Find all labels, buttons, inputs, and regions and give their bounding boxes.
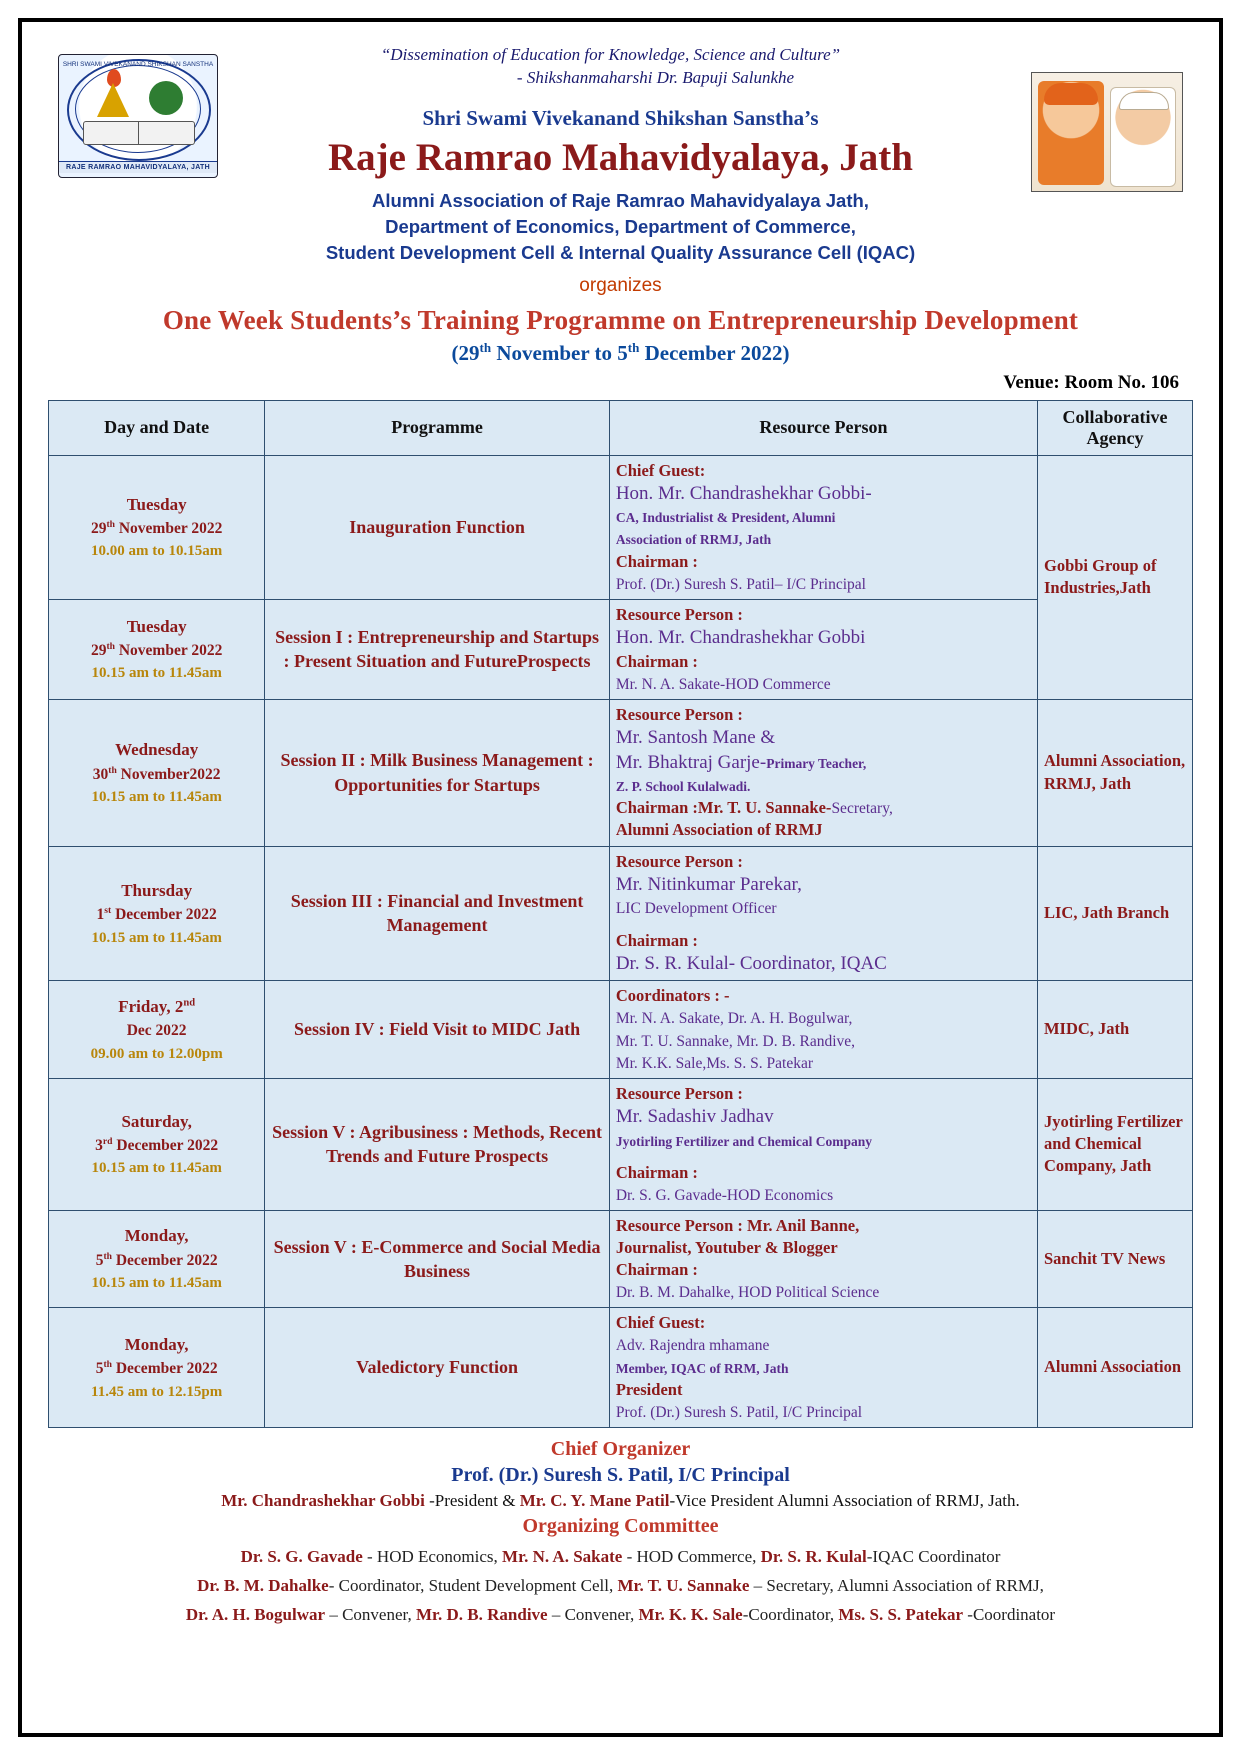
organizing-departments (48, 188, 1193, 267)
quote-line-2: - Shikshanmaharshi Dr. Bapuji Salunkhe (516, 67, 795, 87)
cell-resource-person: Resource Person : Mr. Anil Banne, Journalist, Youtuber & Blogger Chairman : Dr. B. M. Dahalke, HOD Political Science (609, 1210, 1037, 1307)
gobbi-role: -President & (429, 1490, 520, 1510)
cell-day-date: Wednesday 30th November2022 10.15 am to 11.45am (49, 699, 265, 846)
cell-programme: Session III : Financial and Investment Management (265, 846, 610, 981)
cell-collaborative-agency: Sanchit TV News (1037, 1210, 1192, 1307)
cell-day-date: Monday, 5th December 2022 11.45 am to 12.15pm (49, 1308, 265, 1428)
sanstha-name: Shri Swami Vivekanand Shikshan Sanstha’s (422, 105, 819, 130)
logo-top-text: SHRI SWAMI VIVEKANAND SHIKSHAN SANSTHA (62, 61, 214, 68)
table-row (49, 599, 1193, 699)
dates-mid: November to 5 (491, 340, 628, 365)
college-name: Raje Ramrao Mahavidyalaya, Jath (328, 135, 913, 179)
cell-day-date: Tuesday 29th November 2022 10.00 am to 10.15am (49, 455, 265, 599)
dates-sup-1: th (479, 339, 492, 355)
organizes-label: organizes (579, 274, 662, 296)
quote-block (88, 44, 1133, 90)
chief-organizer-heading: Chief Organizer (550, 1437, 691, 1460)
programme-title: One Week Students’s Training Programme on Entrepreneurship Development (162, 304, 1079, 335)
quote-line-1: “Dissemination of Education for Knowledge, Science and Culture” (380, 45, 841, 64)
programme-dates (48, 340, 1193, 366)
cell-programme: Session V : Agribusiness : Methods, Recent Trends and Future Prospects (265, 1078, 610, 1210)
dept-line-2: Department of Economics, Department of Commerce, (385, 216, 856, 238)
cell-programme: Session I : Entrepreneurship and Startups : Present Situation and FutureProspects (265, 599, 610, 699)
column-header-agency: Collaborative Agency (1037, 400, 1192, 455)
dates-post: December 2022) (639, 340, 790, 365)
sanstha-logo-icon (58, 54, 218, 178)
cell-programme: Session IV : Field Visit to MIDC Jath (265, 981, 610, 1079)
cell-day-date: Monday, 5th December 2022 10.15 am to 11.45am (49, 1210, 265, 1307)
table-row (49, 1078, 1193, 1210)
column-header-resource: Resource Person (609, 400, 1037, 455)
cell-resource-person: Resource Person : Hon. Mr. Chandrashekhar Gobbi Chairman : Mr. N. A. Sakate-HOD Commerce (609, 599, 1037, 699)
cell-collaborative-agency: Alumni Association, RRMJ, Jath (1037, 699, 1192, 846)
column-header-programme: Programme (265, 400, 610, 455)
cell-resource-person: Coordinators : - Mr. N. A. Sakate, Dr. A. H. Bogulwar, Mr. T. U. Sannake, Mr. D. B. Randive, Mr. K.K. Sale,Ms. S. S. Patekar (609, 981, 1037, 1079)
committee-row: Dr. B. M. Dahalke- Coordinator, Student Development Cell, Mr. T. U. Sannake – Secretary, Alumni Association of RRMJ, (197, 1575, 1044, 1595)
venue-label: Venue: Room No. 106 (1003, 371, 1179, 393)
table-row (49, 981, 1193, 1079)
cell-programme: Inauguration Function (265, 455, 610, 599)
cell-collaborative-agency: LIC, Jath Branch (1037, 846, 1192, 981)
manepatil-role: -Vice President Alumni Association of RRMJ, Jath. (669, 1490, 1020, 1510)
cell-resource-person: Resource Person : Mr. Santosh Mane & Mr. Bhaktraj Garje-Primary Teacher, Z. P. School Kulalwadi. Chairman :Mr. T. U. Sannake-Secretary, Alumni Association of RRMJ (609, 699, 1037, 846)
cell-resource-person: Resource Person : Mr. Nitinkumar Parekar, LIC Development Officer Chairman : Dr. S. R. Kulal- Coordinator, IQAC (609, 846, 1037, 981)
dates-pre: (29 (451, 340, 480, 365)
logo-caption: RAJE RAMRAO MAHAVIDYALAYA, JATH (59, 161, 217, 173)
cell-programme: Session II : Milk Business Management : Opportunities for Startups (265, 699, 610, 846)
cell-resource-person: Chief Guest: Adv. Rajendra mhamane Member, IQAC of RRM, Jath President Prof. (Dr.) Suresh S. Patil, I/C Principal (609, 1308, 1037, 1428)
manepatil-name: Mr. C. Y. Mane Patil (519, 1490, 670, 1510)
poster-content (48, 44, 1193, 1625)
dept-line-3: Student Development Cell & Internal Quality Assurance Cell (IQAC) (325, 242, 916, 264)
cell-collaborative-agency: Gobbi Group of Industries,Jath (1037, 455, 1192, 699)
chief-organizer-line-2 (48, 1491, 1193, 1511)
cell-collaborative-agency: MIDC, Jath (1037, 981, 1192, 1079)
footer-block (48, 1438, 1193, 1625)
schedule-table (48, 400, 1193, 1428)
organizing-committee-heading: Organizing Committee (522, 1514, 719, 1537)
table-row (49, 1308, 1193, 1428)
committee-row: Dr. S. G. Gavade - HOD Economics, Mr. N. A. Sakate - HOD Commerce, Dr. S. R. Kulal-IQAC Coordinator (240, 1546, 1001, 1566)
table-header-row (49, 400, 1193, 455)
committee-row: Dr. A. H. Bogulwar – Convener, Mr. D. B. Randive – Convener, Mr. K. K. Sale-Coordinator, Ms. S. S. Patekar -Coordinator (185, 1604, 1056, 1624)
cell-resource-person: Resource Person : Mr. Sadashiv Jadhav Jyotirling Fertilizer and Chemical Company Chairman : Dr. S. G. Gavade-HOD Economics (609, 1078, 1037, 1210)
table-row (49, 846, 1193, 981)
gobbi-name: Mr. Chandrashekhar Gobbi (221, 1490, 430, 1510)
chief-organizer-name: Prof. (Dr.) Suresh S. Patil, I/C Principal (451, 1463, 790, 1486)
cell-day-date: Thursday 1st December 2022 10.15 am to 11.45am (49, 846, 265, 981)
cell-day-date: Tuesday 29th November 2022 10.15 am to 11.45am (49, 599, 265, 699)
cell-resource-person: Chief Guest: Hon. Mr. Chandrashekhar Gobbi- CA, Industrialist & President, Alumni Association of RRMJ, Jath Chairman : Prof. (Dr.) Suresh S. Patil– I/C Principal (609, 455, 1037, 599)
table-row (49, 699, 1193, 846)
schedule-body (49, 455, 1193, 1427)
cell-day-date: Friday, 2nd Dec 2022 09.00 am to 12.00pm (49, 981, 265, 1079)
cell-programme: Valedictory Function (265, 1308, 610, 1428)
table-row (49, 1210, 1193, 1307)
cell-programme: Session V : E-Commerce and Social Media Business (265, 1210, 610, 1307)
cell-collaborative-agency: Alumni Association (1037, 1308, 1192, 1428)
dates-sup-2: th (627, 339, 640, 355)
cell-collaborative-agency: Jyotirling Fertilizer and Chemical Company, Jath (1037, 1078, 1192, 1210)
founders-portrait-icon (1031, 72, 1183, 192)
table-row (49, 455, 1193, 599)
organizing-committee-list (48, 1547, 1193, 1625)
cell-day-date: Saturday, 3rd December 2022 10.15 am to 11.45am (49, 1078, 265, 1210)
dept-line-1: Alumni Association of Raje Ramrao Mahavidyalaya Jath, (372, 189, 869, 211)
column-header-day: Day and Date (49, 400, 265, 455)
